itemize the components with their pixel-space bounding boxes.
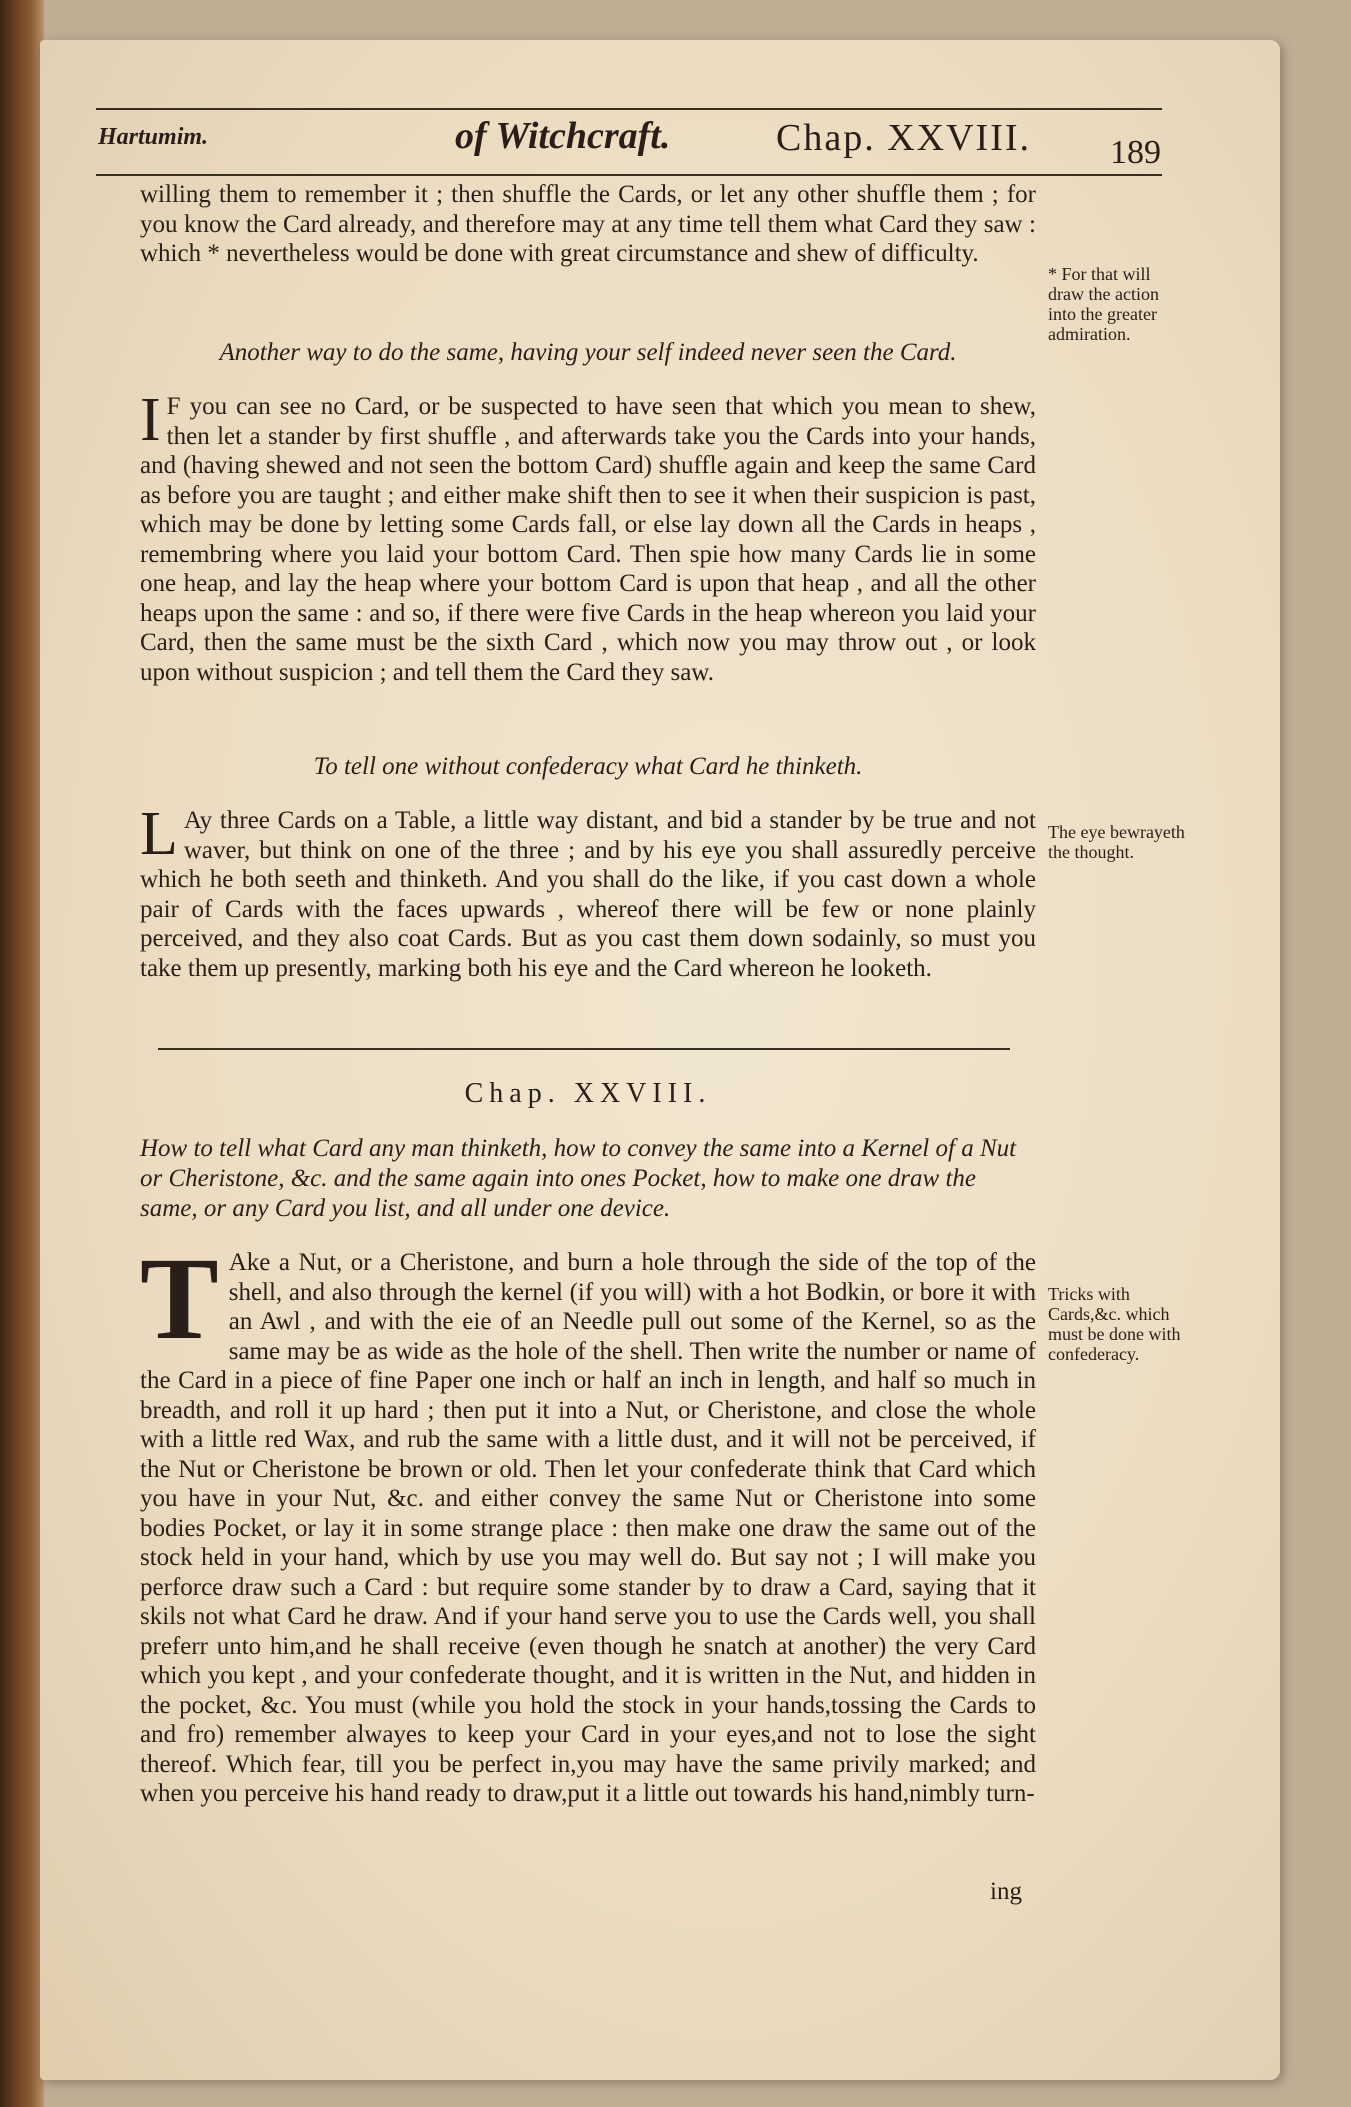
drop-cap-2: L xyxy=(140,800,178,868)
chapter-subtitle: How to tell what Card any man thinketh, how to convey the same into a Kernel of a Nut or Cheristone, &c. and the same again into ones Pocket, how to make one draw the same, or any Card you list, and all under one device. xyxy=(140,1135,1017,1222)
chapter-title: Chap. XXVIII. xyxy=(464,1078,712,1109)
paragraph-1-text: F you can see no Card, or be suspected to have seen that which you mean to shew, then let a stander by first shuffle , and afterwards take you the Cards into your hands, and (having shewed and not seen the bottom Card) shuffle again and keep the same Card as before you are taught ; and either make shift then to see it when their suspicion is past, which may be done by letting some Cards fall, or else lay down all the Cards in heaps , remembring where you laid your bottom Card. Then spie how many Cards lie in some one heap, and lay the heap where your bottom Card is upon that heap , and all the other heaps upon the same : and so, if there were five Cards in the heap whereon you laid your Card, then the same must be the sixth Card , which now you may throw out , or look upon without suspicion ; and tell them the Card they saw. xyxy=(140,393,1036,686)
running-head-title: of Witchcraft. xyxy=(455,115,671,157)
opening-paragraph: willing them to remember it ; then shuffle the Cards, or let any other shuffle them ; for you know the Card already, and therefore may at any time tell them what Card they saw : which * nevertheless would be done with great circumstance and shew of difficulty. xyxy=(140,181,1036,267)
section-heading-2: To tell one without confederacy what Card he thinketh. xyxy=(313,753,863,780)
paragraph-1 xyxy=(140,386,1036,687)
header-rule-top xyxy=(96,108,1162,110)
drop-cap-3: T xyxy=(140,1233,219,1364)
paragraph-3 xyxy=(140,1233,1036,1809)
chapter-divider-rule xyxy=(158,1048,1010,1050)
header-rule-bottom xyxy=(96,174,1162,176)
running-head-chapter: Chap. XXVIII. xyxy=(776,117,1032,159)
paragraph-2 xyxy=(140,800,1036,983)
margin-note-3: Tricks with Cards,&c. which must be done with confederacy. xyxy=(1048,1284,1181,1364)
catchword: ing xyxy=(990,1878,1022,1905)
margin-note-1: * For that will draw the action into the greater admiration. xyxy=(1048,264,1159,344)
book-binding xyxy=(0,0,44,2107)
page-number: 189 xyxy=(1110,134,1161,171)
drop-cap-1: I xyxy=(140,386,161,454)
paragraph-2-text: Ay three Cards on a Table, a little way distant, and bid a stander by be true and not waver, but think on one of the three ; and by his eye you shall assuredly perceive which he both seeth and thinketh. And you shall do the like, if you cast down a whole pair of Cards with the faces upwards , whereof there will be few or none plainly perceived, and they also coat Cards. But as you cast them down sodainly, so must you take them up presently, marking both his eye and the Card whereon he looketh. xyxy=(140,807,1036,982)
running-head-left: Hartumim. xyxy=(98,124,209,150)
section-heading-1: Another way to do the same, having your self indeed never seen the Card. xyxy=(219,339,957,366)
margin-note-2: The eye bewrayeth the thought. xyxy=(1048,822,1185,862)
paragraph-3-text: Ake a Nut, or a Cheristone, and burn a hole through the side of the top of the shell, and also through the kernel (if you will) with a hot Bodkin, or bore it with an Awl , and with the eie of an Needle pull out some of the Kernel, so as the same may be as wide as the hole of the shell. Then write the number or name of the Card in a piece of fine Paper one inch or half an inch in length, and half so much in breadth, and roll it up hard ; then put it into a Nut, or Cheristone, and close the whole with a little red Wax, and rub the same with a little dust, and it will not be perceived, if the Nut or Cheristone be brown or old. Then let your confederate think that Card which you have in your Nut, &c. and either convey the same Nut or Cheristone into some bodies Pocket, or lay it in some strange place : then make one draw the same out of the stock held in your hand, which by use you may well do. But say not ; I will make you perforce draw such a Card : but require some stander by to draw a Card, saying that it skils not what Card he draw. And if your hand serve you to use the Cards well, you shall preferr unto him,and he shall receive (even though he snatch at another) the very Card which you kept , and your confederate thought, and it is written in the Nut, and hidden in the pocket, &c. You must (while you hold the stock in your hands,tossing the Cards to and fro) remember alwayes to keep your Card in your eyes,and not to lose the sight thereof. Which fear, till you be perfect in,you may have the same privily marked; and when you perceive his hand ready to draw,put it a little out towards his hand,nimbly turn- xyxy=(140,1249,1036,1807)
